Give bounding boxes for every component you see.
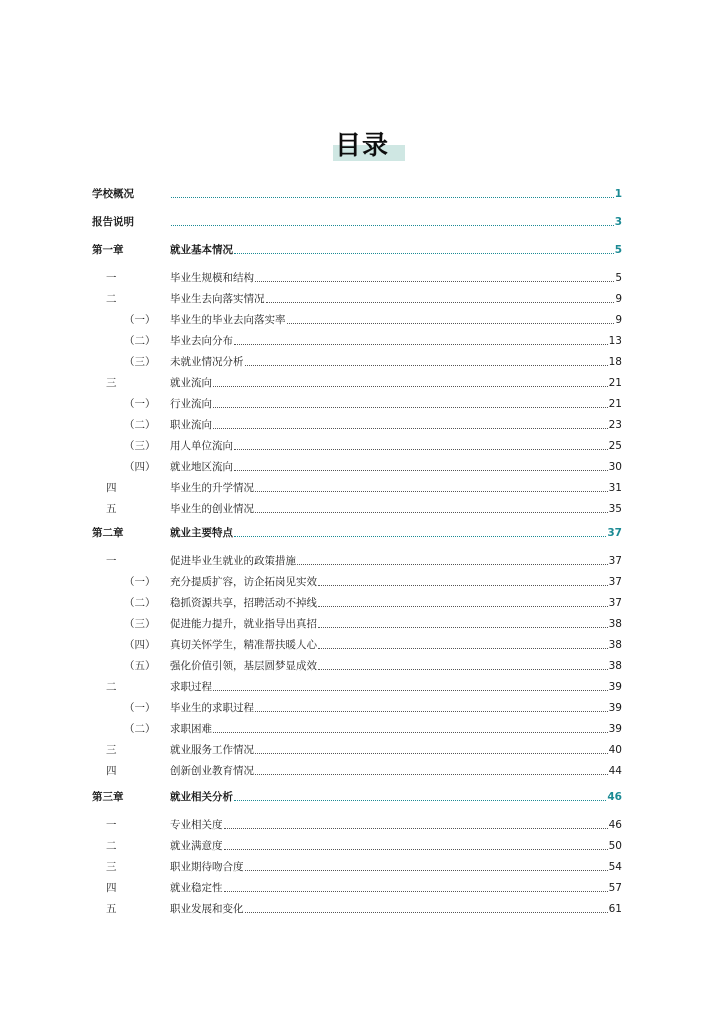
toc-entry-page: 9 [615,293,622,305]
toc-entry-page: 30 [608,461,622,473]
toc-entry-page: 61 [608,903,622,915]
toc-entry[interactable] [92,700,622,716]
toc-entry[interactable] [92,438,622,454]
toc-dot-leader [318,605,608,607]
toc-entry-number: （四） [124,461,156,473]
toc-entry-text: 毕业去向分布 [170,335,233,347]
toc-entry-page: 54 [608,861,622,873]
toc-entry-body [170,574,622,590]
toc-entry-number: （三） [124,440,156,452]
toc-entry-page: 25 [608,440,622,452]
toc-entry-text: 求职困难 [170,723,212,735]
toc-entry-number: 学校概况 [92,188,134,200]
toc-entry-body [170,525,622,541]
toc-dot-leader [234,469,608,471]
toc-dot-leader [245,869,608,871]
toc-entry-number: （一） [124,576,156,588]
toc-dot-leader [245,911,608,913]
toc-entry[interactable] [92,742,622,758]
toc-dot-leader [255,280,614,282]
toc-entry-number: 三 [106,744,117,756]
toc-dot-leader [234,252,614,254]
toc-entry-number: （三） [124,618,156,630]
toc-dot-leader [255,511,608,513]
toc-entry-number: 五 [106,903,117,915]
toc-entry-body [170,186,622,202]
toc-dot-leader [318,584,608,586]
toc-entry-body [170,658,622,674]
toc-dot-leader [234,535,606,537]
toc-entry-page: 9 [615,314,622,326]
toc-entry[interactable] [92,789,622,805]
toc-entry-text: 就业相关分析 [170,791,233,803]
toc-dot-leader [234,799,606,801]
toc-entry[interactable] [92,214,622,230]
toc-entry-body [170,679,622,695]
toc-entry-number: 第一章 [92,244,124,256]
toc-entry-text: 职业发展和变化 [170,903,244,915]
toc-entry-page: 38 [608,660,622,672]
toc-entry-text: 职业期待吻合度 [170,861,244,873]
toc-entry-body [170,438,622,454]
toc-entry-body [170,312,622,328]
toc-entry[interactable] [92,763,622,779]
toc-entry-body [170,817,622,833]
toc-entry-text: 毕业生的毕业去向落实率 [170,314,286,326]
toc-entry[interactable] [92,354,622,370]
toc-entry-body [170,595,622,611]
toc-entry-body [170,616,622,632]
toc-dot-leader [255,490,608,492]
toc-entry-body [170,838,622,854]
toc-entry-page: 37 [608,597,622,609]
toc-entry[interactable] [92,242,622,258]
toc-entry[interactable] [92,859,622,875]
toc-entry-number: 一 [106,819,117,831]
toc-entry-text: 创新创业教育情况 [170,765,254,777]
toc-dot-leader [171,224,614,226]
toc-dot-leader [318,647,608,649]
toc-entry-page: 39 [608,681,622,693]
toc-dot-leader [213,689,608,691]
toc-entry-number: 二 [106,293,117,305]
toc-entry-text: 就业基本情况 [170,244,233,256]
toc-entry-text: 毕业生的求职过程 [170,702,254,714]
toc-entry-body [170,270,622,286]
toc-dot-leader [255,773,608,775]
toc-dot-leader [213,385,608,387]
toc-dot-leader [318,668,608,670]
toc-entry-body [170,742,622,758]
toc-entry-page: 13 [608,335,622,347]
toc-dot-leader [255,710,608,712]
toc-entry-number: 第二章 [92,527,124,539]
toc-entry-number: 三 [106,861,117,873]
toc-entry-page: 35 [608,503,622,515]
toc-dot-leader [266,301,615,303]
toc-entry-page: 31 [608,482,622,494]
toc-dot-leader [224,890,608,892]
toc-entry-body [170,242,622,258]
toc-entry-number: （三） [124,356,156,368]
toc-entry-text: 求职过程 [170,681,212,693]
toc-entry-body [170,880,622,896]
toc-entry-number: （二） [124,597,156,609]
toc-dot-leader [234,343,608,345]
toc-dot-leader [213,406,608,408]
toc-entry-page: 50 [608,840,622,852]
toc-entry-text: 就业服务工作情况 [170,744,254,756]
toc-entry-number: 四 [106,482,117,494]
toc-entry[interactable] [92,480,622,496]
toc-entry[interactable] [92,417,622,433]
toc-entry[interactable] [92,817,622,833]
toc-entry[interactable] [92,574,622,590]
toc-entry-text: 稳抓资源共享，招聘活动不掉线 [170,597,317,609]
toc-entry-page: 57 [608,882,622,894]
toc-entry-text: 用人单位流向 [170,440,233,452]
toc-entry-body [170,721,622,737]
toc-entry-text: 毕业生的升学情况 [170,482,254,494]
toc-entry-page: 44 [608,765,622,777]
toc-entry-body [170,553,622,569]
toc-entry[interactable] [92,291,622,307]
toc-entry-number: 二 [106,681,117,693]
toc-entry-text: 强化价值引领，基层圆梦显成效 [170,660,317,672]
toc-entry-text: 充分提质扩容，访企拓岗见实效 [170,576,317,588]
toc-entry-body [170,859,622,875]
toc-entry-body [170,214,622,230]
toc-entry-number: （二） [124,723,156,735]
toc-entry-number: （一） [124,702,156,714]
toc-entry-body [170,480,622,496]
toc-entry-text: 毕业生规模和结构 [170,272,254,284]
toc-entry-text: 促进毕业生就业的政策措施 [170,555,296,567]
toc-dot-leader [255,752,608,754]
toc-entry-body [170,637,622,653]
toc-entry-number: 三 [106,377,117,389]
toc-dot-leader [245,364,608,366]
toc-entry-number: （四） [124,639,156,651]
toc-dot-leader [234,448,608,450]
toc-entry-text: 真切关怀学生，精准帮扶暖人心 [170,639,317,651]
toc-entry[interactable] [92,553,622,569]
toc-entry-page: 46 [608,819,622,831]
toc-entry-body [170,501,622,517]
toc-entry-page: 18 [608,356,622,368]
toc-entry-number: 五 [106,503,117,515]
toc-entry-page: 37 [608,576,622,588]
toc-entry-page: 39 [608,723,622,735]
toc-entry-text: 未就业情况分析 [170,356,244,368]
toc-entry-body [170,901,622,917]
toc-entry-body [170,459,622,475]
toc-entry[interactable] [92,901,622,917]
toc-title: 目录 [334,131,389,161]
toc-entry[interactable] [92,721,622,737]
toc-entry-number: （一） [124,398,156,410]
toc-entry-page: 23 [608,419,622,431]
toc-entry-text: 就业流向 [170,377,212,389]
toc-entry[interactable] [92,616,622,632]
toc-dot-leader [213,731,608,733]
toc-entry[interactable] [92,525,622,541]
toc-dot-leader [213,427,608,429]
toc-entry-number: 报告说明 [92,216,134,228]
toc-entry-number: （二） [124,335,156,347]
toc-entry[interactable] [92,501,622,517]
toc-entry-text: 专业相关度 [170,819,223,831]
toc-entry-text: 就业满意度 [170,840,223,852]
toc-dot-leader [171,196,614,198]
toc-entry-body [170,354,622,370]
toc-entry-page: 37 [608,555,622,567]
toc-title-block [0,128,724,168]
toc-entry-text: 行业流向 [170,398,212,410]
toc-entry[interactable] [92,637,622,653]
toc-entry-page: 5 [615,272,622,284]
toc-entry-body [170,333,622,349]
toc-entry[interactable] [92,459,622,475]
toc-entry[interactable] [92,312,622,328]
toc-entry-text: 就业稳定性 [170,882,223,894]
toc-entry-number: 四 [106,765,117,777]
toc-entry[interactable] [92,595,622,611]
toc-entry-text: 毕业生去向落实情况 [170,293,265,305]
toc-dot-leader [224,827,608,829]
toc-entry-page: 46 [607,791,622,803]
toc-entry-page: 21 [608,398,622,410]
toc-entry-number: （一） [124,314,156,326]
toc-entry-body [170,700,622,716]
toc-entry-body [170,789,622,805]
toc-entry[interactable] [92,838,622,854]
toc-entry[interactable] [92,186,622,202]
toc-dot-leader [224,848,608,850]
toc-entry[interactable] [92,880,622,896]
toc-entry-text: 就业地区流向 [170,461,233,473]
toc-entry-page: 5 [614,244,622,256]
toc-dot-leader [297,563,608,565]
toc-entry-body [170,417,622,433]
toc-dot-leader [318,626,608,628]
toc-entry-page: 39 [608,702,622,714]
toc-entry-number: 第三章 [92,791,124,803]
toc-entry-text: 职业流向 [170,419,212,431]
toc-dot-leader [287,322,615,324]
toc-entry-page: 38 [608,618,622,630]
toc-entry-body [170,375,622,391]
toc-entry-body [170,763,622,779]
toc-entry[interactable] [92,679,622,695]
toc-entry-page: 38 [608,639,622,651]
toc-entry-number: 四 [106,882,117,894]
toc-entry-page: 37 [607,527,622,539]
toc-entry-number: 一 [106,272,117,284]
toc-entry-page: 21 [608,377,622,389]
toc-entry-number: 一 [106,555,117,567]
toc-entry-page: 1 [614,188,622,200]
toc-entry[interactable] [92,375,622,391]
toc-entry-number: （五） [124,660,156,672]
toc-entry[interactable] [92,396,622,412]
toc-entry-number: （二） [124,419,156,431]
toc-entry[interactable] [92,270,622,286]
toc-entry-body [170,291,622,307]
toc-entry-body [170,396,622,412]
toc-entry-text: 就业主要特点 [170,527,233,539]
toc-entry[interactable] [92,333,622,349]
toc-entry-page: 40 [608,744,622,756]
toc-entry[interactable] [92,658,622,674]
toc-entry-text: 毕业生的创业情况 [170,503,254,515]
toc-entry-text: 促进能力提升，就业指导出真招 [170,618,317,630]
toc-entry-page: 3 [614,216,622,228]
toc-entry-number: 二 [106,840,117,852]
